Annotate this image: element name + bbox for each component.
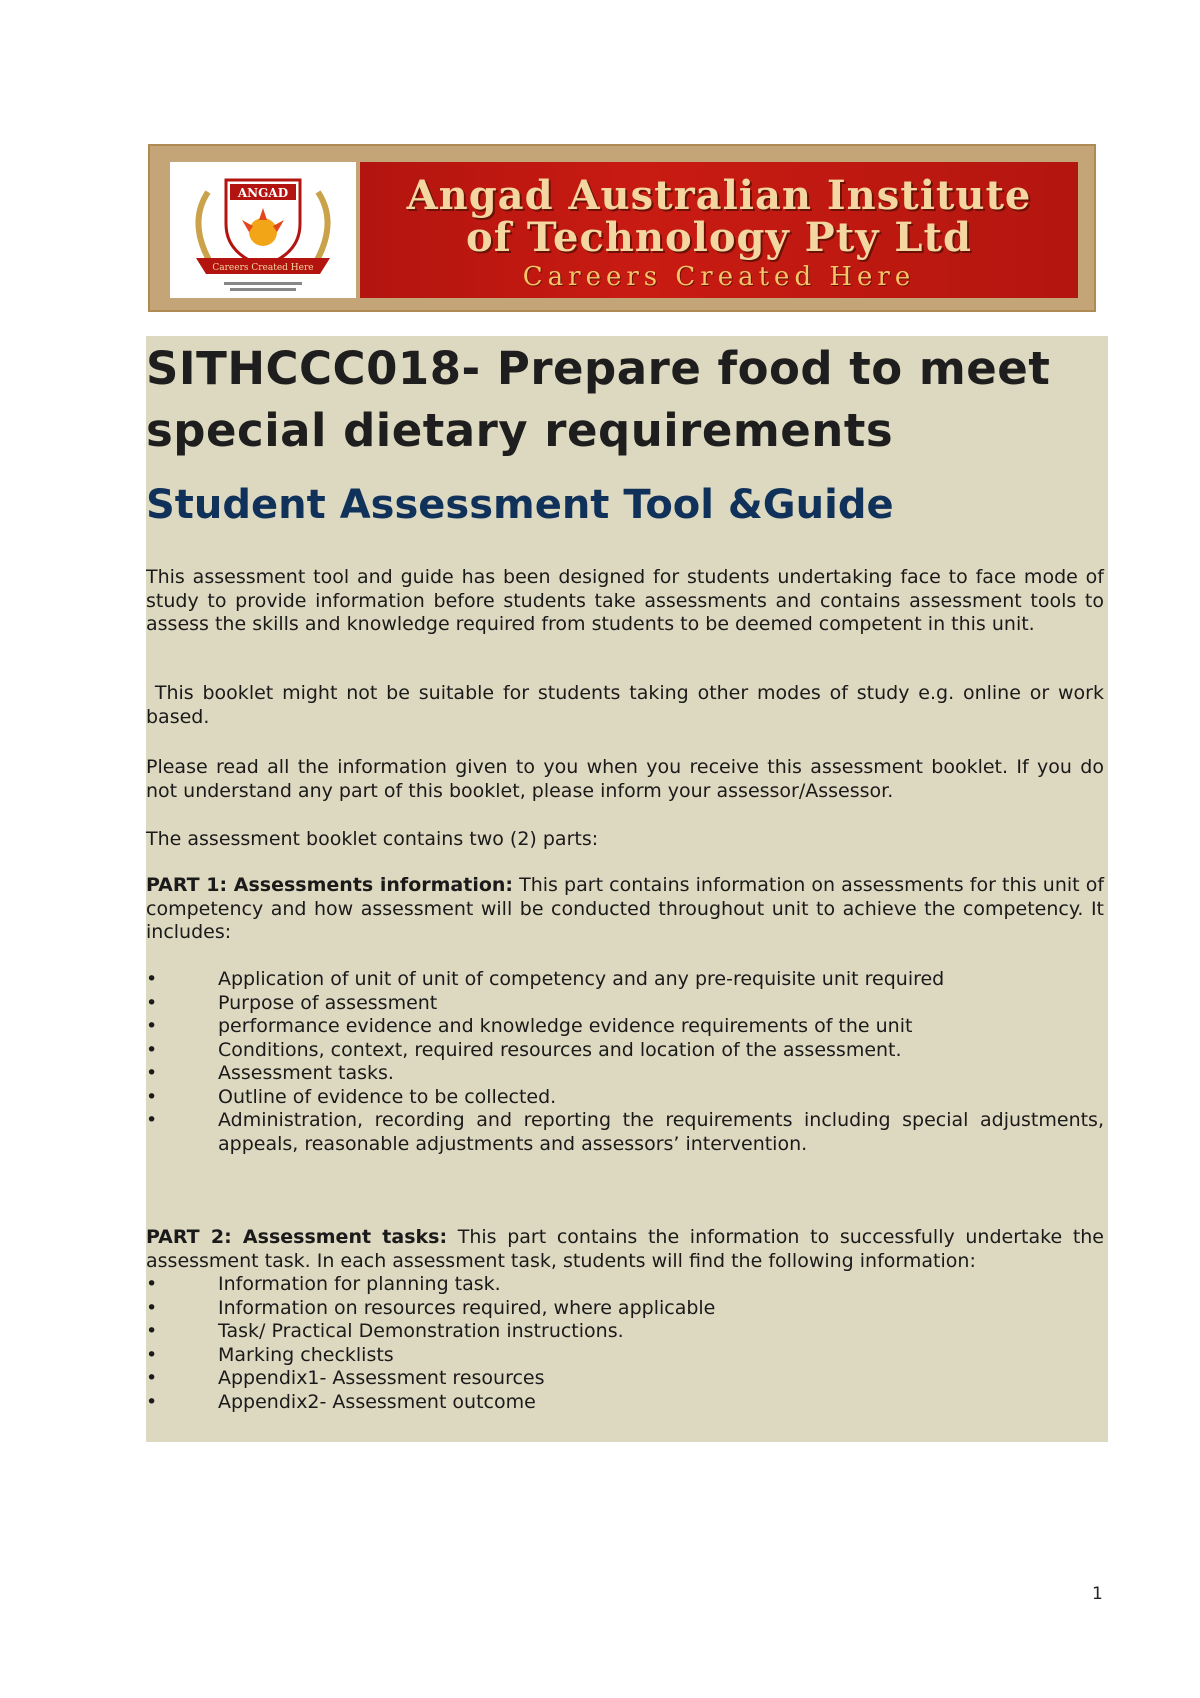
part1-list <box>146 968 1104 1156</box>
crest-icon <box>170 162 356 298</box>
part1-description <box>146 874 1104 945</box>
parts-intro: The assessment booklet contains two (2) parts: <box>146 828 599 850</box>
part2-label: PART 2: Assessment tasks: <box>146 1226 448 1248</box>
list-item: • Appendix2- Assessment outcome <box>146 1391 1104 1415</box>
institute-name-line2: of Technology Pty Ltd <box>466 214 972 261</box>
institute-name-line1: Angad Australian Institute <box>406 172 1032 219</box>
list-item: • Information for planning task. <box>146 1273 1104 1297</box>
part2-text: This part contains the information to successfully undertake the assessment task. In each assessment task, students will find the following information: <box>146 1226 1104 1272</box>
list-item: • Task/ Practical Demonstration instructions. <box>146 1320 1104 1344</box>
unit-title: SITHCCC018- Prepare food to meet special dietary requirements <box>146 342 1051 457</box>
page-number: 1 <box>1092 1584 1103 1604</box>
list-item: • Outline of evidence to be collected. <box>146 1086 1104 1110</box>
institute-banner <box>148 144 1096 312</box>
list-item: • Administration, recording and reporting the requirements including special adjustments, appeals, reasonable adjustments and assessors’ intervention. <box>146 1109 1104 1156</box>
svg-text:ANGAD: ANGAD <box>237 186 289 200</box>
assessment-intro-block <box>146 336 1111 1442</box>
institute-name-panel <box>360 162 1078 298</box>
list-item: • Conditions, context, required resources and location of the assessment. <box>146 1039 1104 1063</box>
institute-logo <box>170 162 356 298</box>
document-subtitle: Student Assessment Tool &Guide <box>146 482 894 528</box>
part1-label: PART 1: Assessments information: <box>146 874 514 896</box>
list-item: • Information on resources required, where applicable <box>146 1297 1104 1321</box>
intro-paragraph: This assessment tool and guide has been designed for students undertaking face to face mode of study to provide information before students take assessments and contains assessment tools to assess the skills and knowledge required from students to be deemed competent in this unit. <box>146 566 1104 635</box>
list-item: • Marking checklists <box>146 1344 1104 1368</box>
list-item: • Assessment tasks. <box>146 1062 1104 1086</box>
list-item: • Application of unit of unit of competency and any pre-requisite unit required <box>146 968 1104 992</box>
list-item: • Purpose of assessment <box>146 992 1104 1016</box>
suitability-paragraph: This booklet might not be suitable for students taking other modes of study e.g. online or work based. <box>146 682 1111 728</box>
list-item: • performance evidence and knowledge evidence requirements of the unit <box>146 1015 1104 1039</box>
part2-list <box>146 1273 1104 1414</box>
part1-text: This part contains information on assessments for this unit of competency and how assessment will be conducted throughout unit to achieve the competency. It includes: <box>146 874 1105 943</box>
svg-text:Careers Created Here: Careers Created Here <box>212 263 314 273</box>
part2-description <box>146 1226 1104 1273</box>
list-item: • Appendix1- Assessment resources <box>146 1367 1104 1391</box>
instructions-paragraph: Please read all the information given to you when you receive this assessment booklet. If you do not understand any part of this booklet, please inform your assessor/Assessor. <box>146 756 1104 802</box>
institute-tagline: Careers Created Here <box>522 262 916 292</box>
